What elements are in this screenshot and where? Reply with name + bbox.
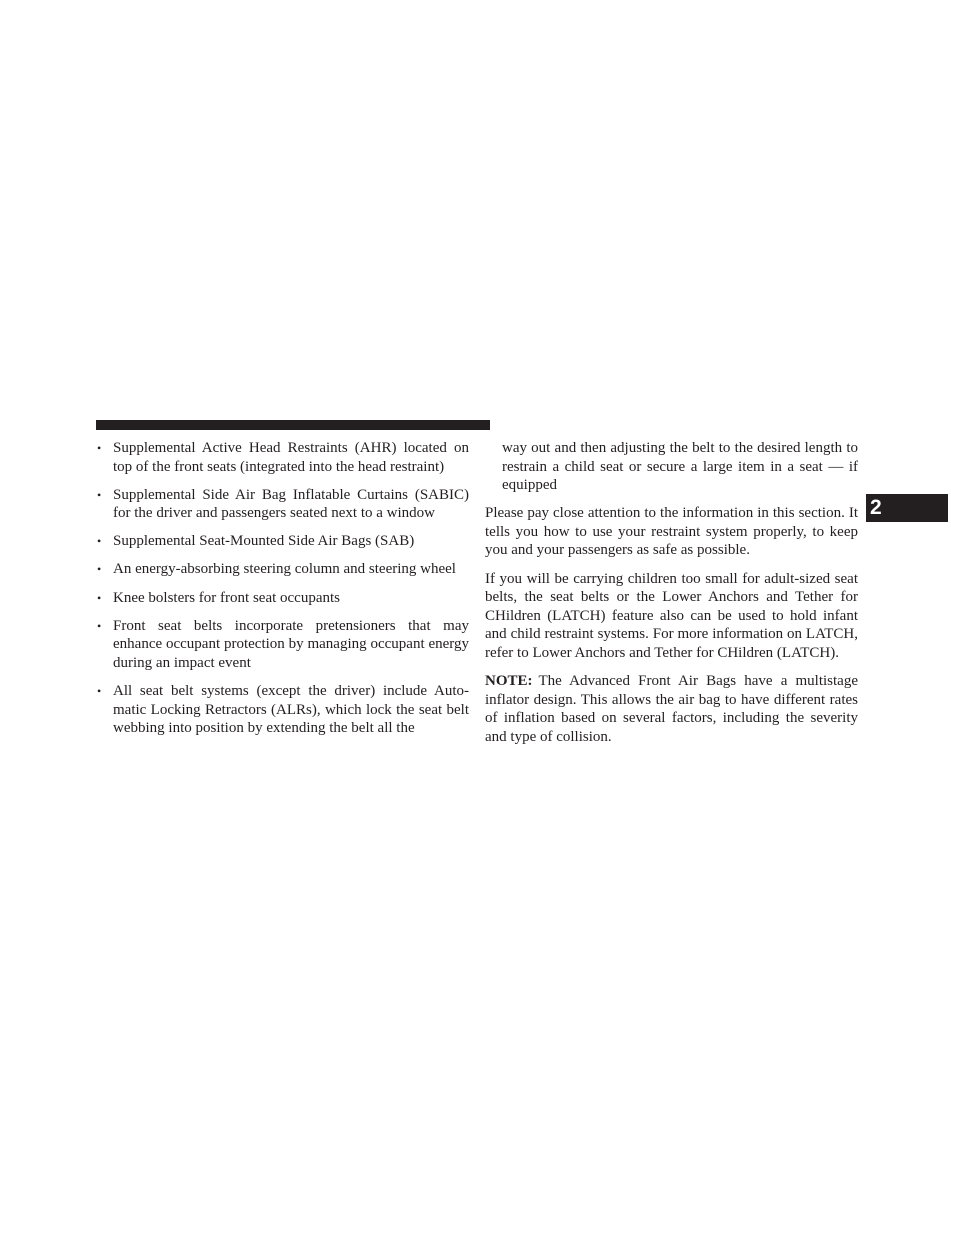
bullet-continuation: way out and then adjusting the belt to the desired length to restrain a child seat or secure a large item in a seat — if equipped — [502, 440, 858, 494]
list-item — [96, 617, 469, 673]
bullet-icon: • — [97, 618, 102, 633]
list-item — [96, 560, 469, 579]
chapter-tab — [866, 494, 948, 522]
list-item-text: Supplemental Seat-Mounted Side Air Bags (SAB) — [113, 533, 415, 550]
bullet-icon: • — [97, 683, 102, 698]
list-item-text: Supplemental Side Air Bag Inflatable Curtains (SABIC) for the driver and passengers seated next to a window — [113, 486, 469, 522]
feature-list — [96, 439, 469, 738]
list-item-text: Supplemental Active Head Restraints (AHR) located on top of the front seats (integrated into the head restraint) — [113, 440, 469, 475]
bullet-icon: • — [97, 562, 102, 577]
bullet-icon: • — [97, 487, 102, 502]
list-item — [96, 682, 469, 738]
list-item-text: Front seat belts incorporate pretensioners that may enhance occupant protection by managing occupant energy during an impact event — [113, 617, 469, 671]
left-column — [96, 439, 469, 747]
list-item-text: Knee bolsters for front seat occupants — [113, 589, 341, 606]
note-paragraph — [485, 672, 858, 746]
note-label: NOTE: — [485, 673, 533, 690]
list-item — [96, 589, 469, 608]
list-item-text: An energy-absorbing steering column and steering wheel — [113, 561, 456, 578]
bullet-icon: • — [97, 534, 102, 549]
paragraph-latch-info: If you will be carrying children too small for adult-sized seat belts, the seat belts or the Lower Anchors and Tether for CHildren (LATCH) feature also can be used to hold infant and child restraint systems. For more information on LATCH, refer to Lower Anchors and Tether for CHildren (LATCH). — [485, 570, 858, 661]
list-item — [96, 486, 469, 523]
list-item — [96, 532, 469, 551]
list-item — [96, 439, 469, 476]
list-item-text: All seat belt systems (except the driver) include Auto-matic Locking Retractors (ALRs), which lock the seat belt webbing into position by extending the belt all the — [113, 682, 469, 737]
section-header-rule — [96, 420, 490, 430]
paragraph-restraint-info: Please pay close attention to the information in this section. It tells you how to use your restraint system properly, to keep you and your passengers as safe as possible. — [485, 505, 858, 559]
chapter-number: 2 — [870, 496, 882, 519]
bullet-icon: • — [97, 441, 102, 455]
bullet-icon: • — [97, 590, 102, 605]
note-text: The Advanced Front Air Bags have a multistage inflator design. This allows the air bag to have different rates of inflation based on several factors, including the severity and type of collision. — [485, 673, 858, 745]
right-column — [485, 439, 858, 756]
